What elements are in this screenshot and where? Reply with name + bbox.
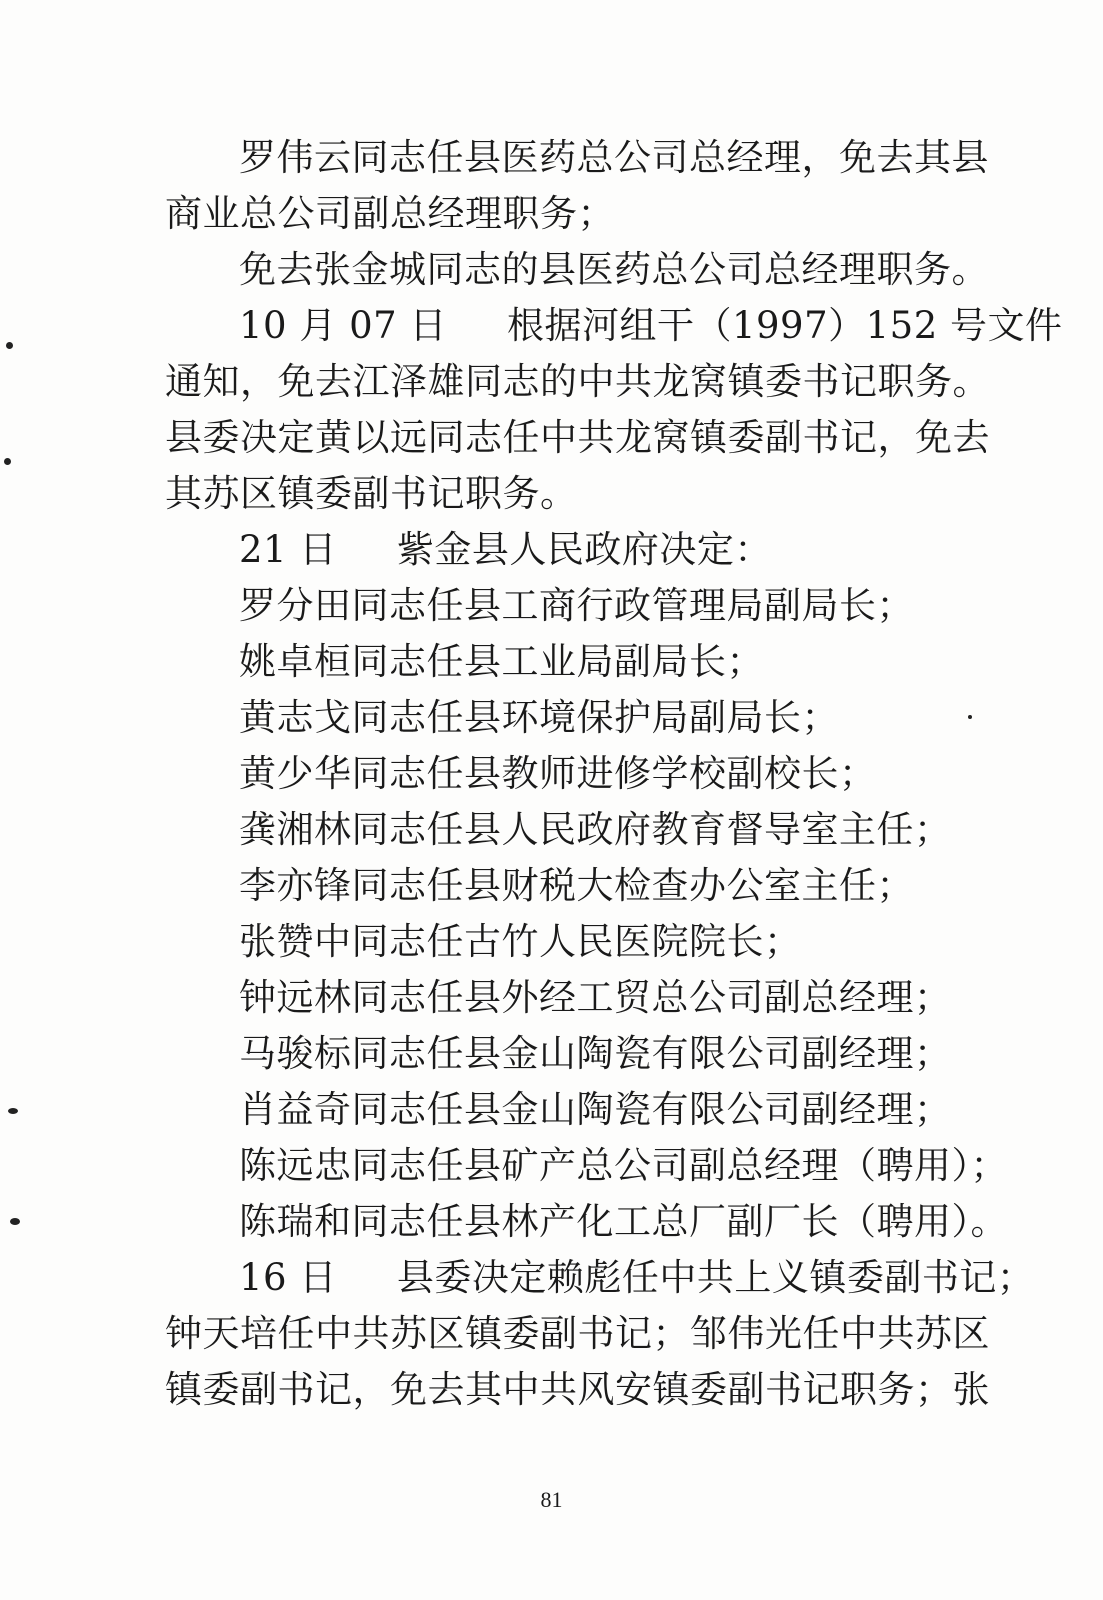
- text-line: 镇委副书记，免去其中共风安镇委副书记职务；张: [165, 1368, 990, 1411]
- date-label: 10 月 07 日: [239, 304, 447, 347]
- text-line: [165, 522, 1015, 578]
- scan-speck: [4, 458, 11, 465]
- document-body: [165, 130, 1063, 1418]
- text-line: 张赞中同志任古竹人民医院院长；: [239, 920, 802, 963]
- text-line: 钟天培任中共苏区镇委副书记；邹伟光任中共苏区: [165, 1312, 990, 1355]
- scan-speck: [6, 342, 13, 349]
- text-line: 黄志戈同志任县环境保护局副局长；: [239, 696, 839, 739]
- scan-speck: [968, 715, 972, 719]
- text-line: 姚卓桓同志任县工业局副局长；: [239, 640, 764, 683]
- text-line: 陈远忠同志任县矿产总公司副总经理（聘用）；: [239, 1144, 1008, 1187]
- text-line: 龚湘林同志任县人民政府教育督导室主任；: [239, 808, 952, 851]
- text-line: [165, 1250, 1035, 1306]
- entry-text: 县委决定赖彪任中共上义镇委副书记；: [396, 1256, 1035, 1299]
- date-label: 16 日: [239, 1256, 337, 1299]
- text-line: 通知，免去江泽雄同志的中共龙窝镇委书记职务。: [165, 360, 990, 403]
- text-line: 钟远林同志任县外经工贸总公司副总经理；: [239, 976, 952, 1019]
- text-line: 县委决定黄以远同志任中共龙窝镇委副书记，免去: [165, 416, 990, 459]
- text-line: 免去张金城同志的县医药总公司总经理职务。: [239, 248, 989, 291]
- scan-speck: [8, 1108, 18, 1114]
- text-line: 李亦锋同志任县财税大检查办公室主任；: [239, 864, 914, 907]
- entry-text: 根据河组干（1997）152 号文件: [506, 304, 1063, 347]
- text-line: 陈瑞和同志任县林产化工总厂副厂长（聘用）。: [239, 1200, 1008, 1243]
- text-line: 黄少华同志任县教师进修学校副校长；: [239, 752, 877, 795]
- text-line: 马骏标同志任县金山陶瓷有限公司副经理；: [239, 1032, 952, 1075]
- date-label: 21 日: [239, 528, 337, 571]
- text-line: 其苏区镇委副书记职务。: [165, 472, 578, 515]
- text-line: [165, 298, 1063, 354]
- text-line: 肖益奇同志任县金山陶瓷有限公司副经理；: [239, 1088, 952, 1131]
- text-line: 罗分田同志任县工商行政管理局副局长；: [239, 584, 914, 627]
- scan-speck: [10, 1218, 20, 1225]
- page-number: 81: [540, 1487, 563, 1512]
- text-line: 商业总公司副总经理职务；: [165, 192, 615, 235]
- entry-text: 紫金县人民政府决定：: [396, 528, 772, 571]
- text-line: 罗伟云同志任县医药总公司总经理，免去其县: [239, 136, 989, 179]
